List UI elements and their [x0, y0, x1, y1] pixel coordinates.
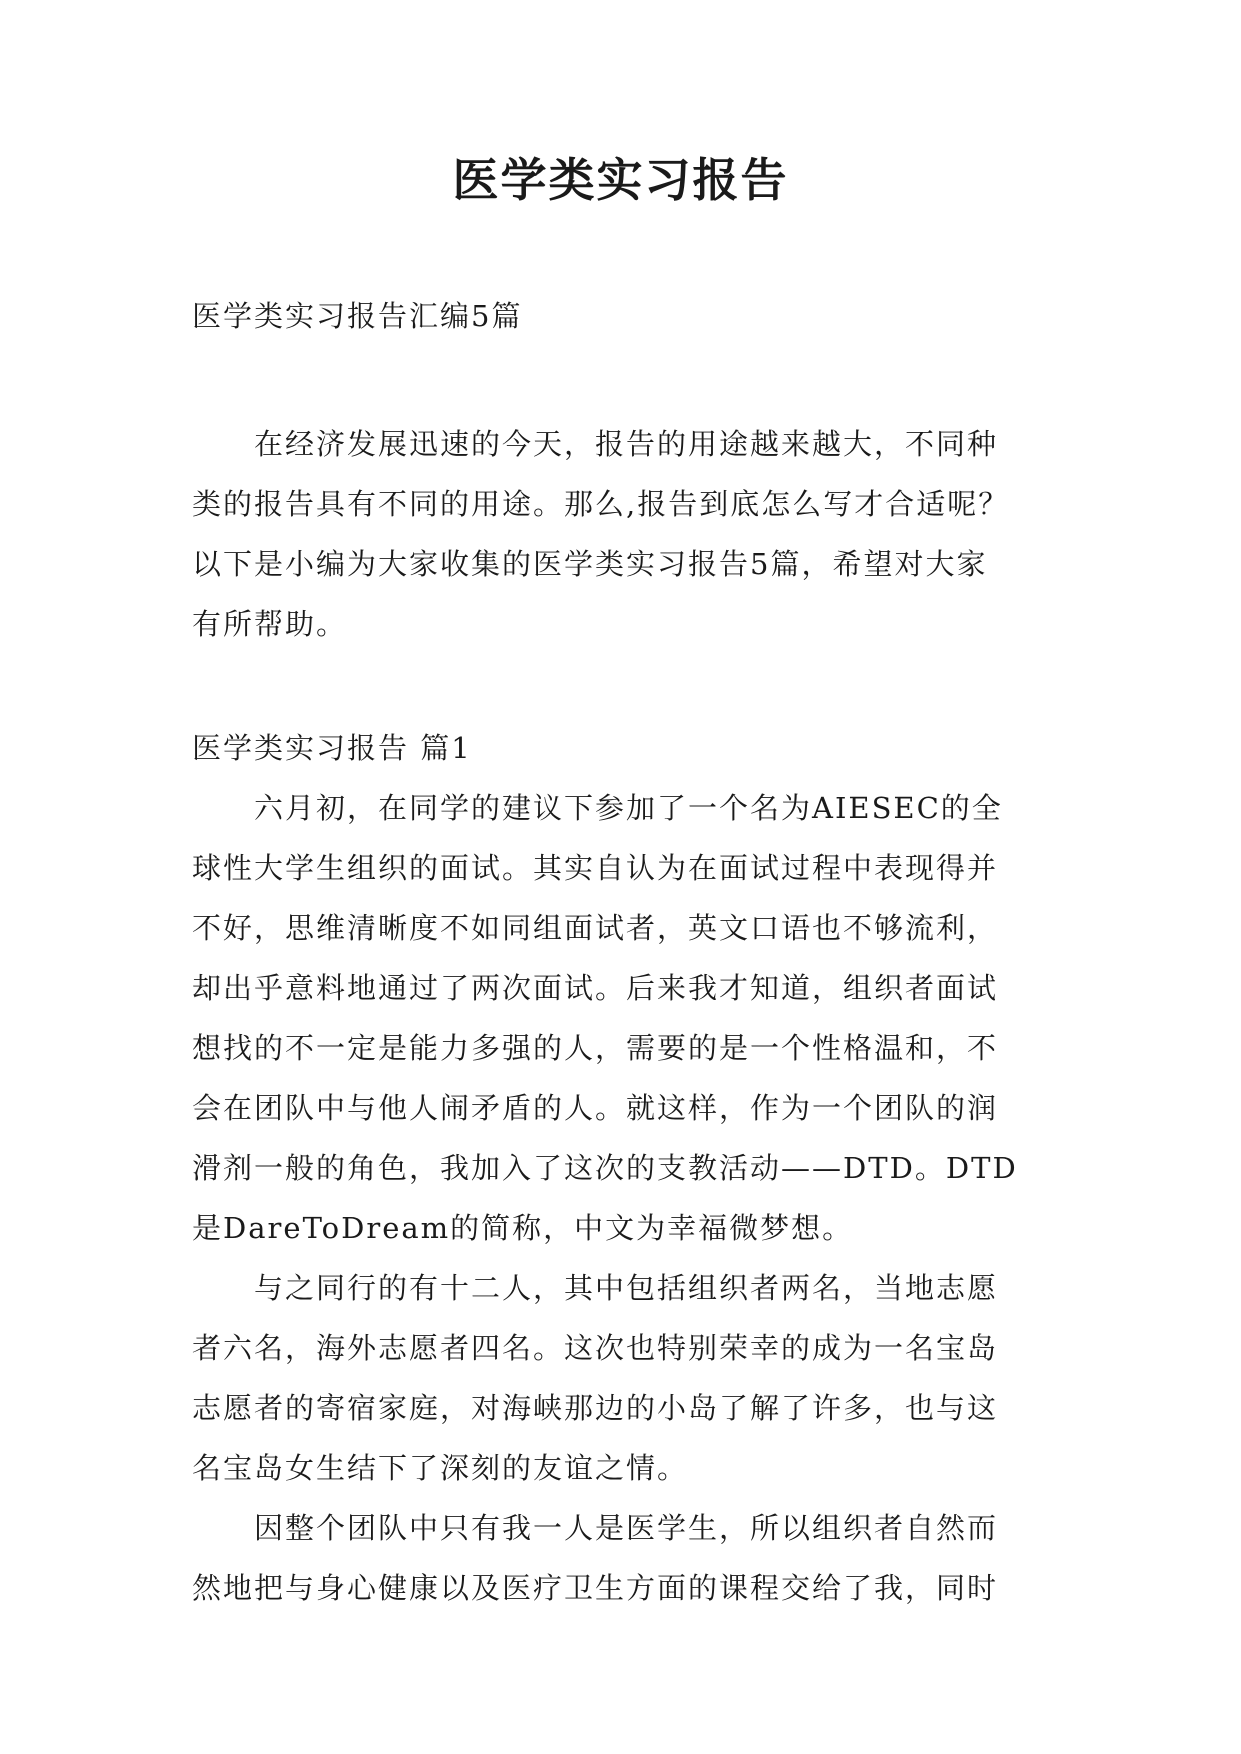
- paragraph-line: 然地把与身心健康以及医疗卫生方面的课程交给了我，同时: [192, 1571, 999, 1605]
- paragraph-line: 与之同行的有十二人，其中包括组织者两名，当地志愿: [192, 1271, 999, 1305]
- paragraph-line: 却出乎意料地通过了两次面试。后来我才知道，组织者面试: [192, 971, 999, 1005]
- paragraph-3: [192, 1498, 1054, 1618]
- paragraph-line: 球性大学生组织的面试。其实自认为在面试过程中表现得并: [192, 851, 999, 885]
- paragraph-line: 想找的不一定是能力多强的人，需要的是一个性格温和，不: [192, 1031, 999, 1065]
- paragraph-line: 在经济发展迅速的今天，报告的用途越来越大，不同种: [192, 427, 999, 461]
- paragraph-1: [192, 778, 1054, 1258]
- paragraph-line: 以下是小编为大家收集的医学类实习报告5篇，希望对大家: [192, 547, 988, 581]
- document-title: 医学类实习报告: [452, 153, 789, 207]
- paragraph-line: 是DareToDream的简称，中文为幸福微梦想。: [192, 1211, 854, 1245]
- paragraph-line: 六月初，在同学的建议下参加了一个名为AIESEC的全: [192, 791, 1003, 825]
- paragraph-line: 滑剂一般的角色，我加入了这次的支教活动——DTD。DTD: [192, 1151, 1018, 1185]
- paragraph-line: 有所帮助。: [192, 607, 348, 641]
- paragraph-line: 会在团队中与他人闹矛盾的人。就这样，作为一个团队的润: [192, 1091, 999, 1125]
- document-body: [192, 286, 1054, 1618]
- intro-paragraph: [192, 414, 1054, 654]
- document-subtitle: 医学类实习报告汇编5篇: [192, 299, 523, 333]
- paragraph-line: 者六名，海外志愿者四名。这次也特别荣幸的成为一名宝岛: [192, 1331, 999, 1365]
- paragraph-line: 不好，思维清晰度不如同组面试者，英文口语也不够流利，: [192, 911, 999, 945]
- section-heading: 医学类实习报告 篇1: [192, 731, 472, 765]
- paragraph-line: 志愿者的寄宿家庭，对海峡那边的小岛了解了许多，也与这: [192, 1391, 999, 1425]
- paragraph-2: [192, 1258, 1054, 1498]
- paragraph-line: 类的报告具有不同的用途。那么,报告到底怎么写才合适呢？: [192, 487, 1010, 521]
- paragraph-line: 因整个团队中只有我一人是医学生，所以组织者自然而: [192, 1511, 999, 1545]
- paragraph-line: 名宝岛女生结下了深刻的友谊之情。: [192, 1451, 689, 1485]
